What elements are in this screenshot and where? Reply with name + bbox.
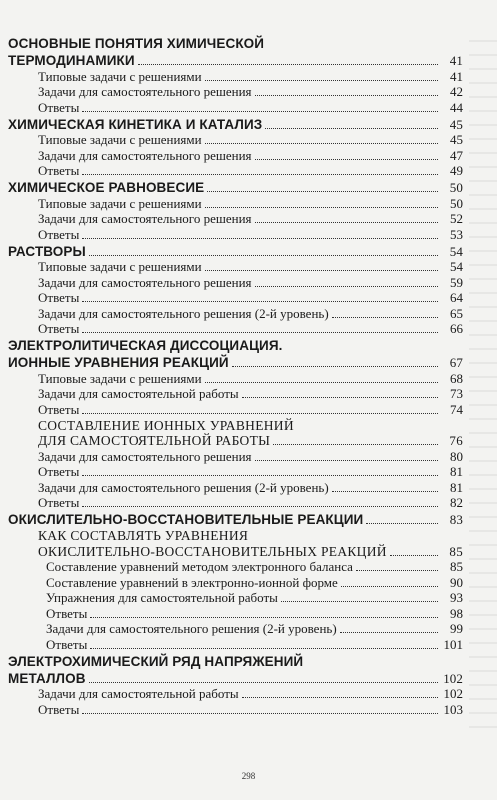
toc-entry-title: КАК СОСТАВЛЯТЬ УРАВНЕНИЯ: [38, 528, 249, 543]
toc-page-number: 81: [450, 464, 463, 479]
toc-entry: [0, 636, 463, 652]
dot-leader: [82, 174, 438, 175]
toc-entry-title: Ответы: [38, 321, 80, 336]
dot-leader: [255, 95, 438, 96]
toc-entry-title: МЕТАЛЛОВ: [8, 670, 86, 686]
toc-page-number: 65: [450, 305, 463, 321]
toc-entry: [0, 163, 463, 179]
toc-entry-title: Составление уравнений методом электронного баланса: [46, 559, 353, 574]
toc-entry-title: Задачи для самостоятельного решения: [38, 84, 252, 99]
toc-entry: [0, 417, 463, 433]
toc-entry-title: ИОННЫЕ УРАВНЕНИЯ РЕАКЦИЙ: [8, 355, 229, 370]
toc-entry: [0, 321, 463, 337]
toc-heading: [0, 51, 463, 68]
dot-leader: [356, 570, 438, 571]
toc-entry: [0, 559, 463, 575]
toc-entry: [0, 195, 463, 211]
toc-entry-title: Ответы: [38, 701, 80, 717]
toc-entry-title: Задачи для самостоятельного решения (2-й уровень): [38, 305, 329, 321]
toc-entry-title: Задачи для самостоятельного решения: [38, 147, 252, 163]
toc-heading: [0, 669, 463, 686]
toc-entry: [0, 543, 463, 559]
toc-page-number: 93: [450, 590, 463, 605]
dot-leader: [255, 159, 438, 160]
toc-entry: [0, 479, 463, 495]
toc-page-number: 53: [450, 226, 463, 242]
toc-entry-title: ОСНОВНЫЕ ПОНЯТИЯ ХИМИЧЕСКОЙ: [8, 36, 265, 51]
toc-entry-title: Типовые задачи с решениями: [38, 259, 202, 274]
toc-page-number: 54: [450, 259, 463, 274]
toc-page-number: 52: [450, 211, 463, 226]
toc-entry: [0, 527, 463, 543]
toc-page-number: 47: [450, 147, 463, 163]
toc-page-number: 41: [450, 68, 463, 84]
dot-leader: [242, 397, 438, 398]
dot-leader: [207, 191, 438, 192]
toc-heading: [0, 510, 463, 527]
toc-entry-title: Типовые задачи с решениями: [38, 132, 202, 147]
toc-heading: [0, 242, 463, 259]
toc-entry-title: Задачи для самостоятельного решения: [38, 274, 252, 290]
toc-entry-title: ОКИСЛИТЕЛЬНО-ВОССТАНОВИТЕЛЬНЫЕ РЕАКЦИИ: [8, 512, 364, 527]
dot-leader: [390, 555, 438, 556]
toc-entry-title: ТЕРМОДИНАМИКИ: [8, 53, 135, 68]
toc-entry: [0, 290, 463, 306]
toc-page-number: 67: [449, 355, 463, 370]
toc-entry-title: Задачи для самостоятельного решения (2-й уровень): [38, 479, 329, 495]
dot-leader: [341, 586, 438, 587]
toc-page-number: 80: [450, 448, 463, 464]
dot-leader: [340, 632, 438, 633]
toc-entry-title: Типовые задачи с решениями: [38, 195, 202, 211]
toc-entry: [0, 401, 463, 417]
toc-entry-title: Ответы: [46, 605, 88, 621]
toc-page-number: 76: [449, 433, 463, 448]
toc-page-number: 41: [449, 53, 463, 68]
dot-leader: [281, 601, 438, 602]
toc-page-number: 101: [443, 636, 463, 652]
toc-entry-title: ЭЛЕКТРОХИМИЧЕСКИЙ РЯД НАПРЯЖЕНИЙ: [8, 653, 304, 669]
toc-page-number: 49: [450, 163, 463, 178]
toc-entry-title: ОКИСЛИТЕЛЬНО-ВОССТАНОВИТЕЛЬНЫХ РЕАКЦИЙ: [38, 543, 387, 559]
toc-entry: [0, 305, 463, 321]
dot-leader: [89, 682, 438, 683]
toc-entry: [0, 686, 463, 702]
toc-page-number: 102: [443, 686, 463, 701]
toc-entry-title: Ответы: [38, 163, 80, 178]
toc-page-number: 83: [449, 512, 463, 527]
toc-entry-title: Задачи для самостоятельного решения: [38, 448, 252, 464]
toc-entry: [0, 386, 463, 402]
dot-leader: [332, 317, 438, 318]
toc-entry: [0, 590, 463, 606]
dot-leader: [255, 460, 438, 461]
toc-page-number: 50: [449, 180, 463, 195]
toc-page-number: 99: [450, 621, 463, 636]
dot-leader: [242, 697, 438, 698]
toc-entry: [0, 370, 463, 386]
toc-entry-title: ХИМИЧЕСКАЯ КИНЕТИКА И КАТАЛИЗ: [8, 116, 263, 132]
toc-entry: [0, 259, 463, 275]
dot-leader: [90, 648, 438, 649]
toc-entry-title: Ответы: [46, 636, 88, 652]
dot-leader: [90, 617, 438, 618]
toc-page-number: 59: [450, 274, 463, 290]
dot-leader: [205, 80, 438, 81]
dot-leader: [273, 444, 438, 445]
toc-entry-title: Ответы: [38, 99, 80, 115]
toc-entry-title: Задачи для самостоятельного решения (2-й уровень): [46, 621, 337, 636]
toc-entry: [0, 226, 463, 242]
toc-page-number: 103: [443, 701, 463, 717]
toc-page-number: 74: [450, 401, 463, 417]
toc-page-number: 64: [450, 290, 463, 305]
toc-page-number: 81: [450, 479, 463, 495]
toc-entry-title: Упражнения для самостоятельной работы: [46, 590, 278, 605]
toc-page-number: 85: [449, 543, 463, 559]
dot-leader: [82, 713, 438, 714]
toc-heading: [0, 178, 463, 195]
dot-leader: [82, 301, 438, 302]
toc-page-number: 45: [450, 132, 463, 147]
toc-page-number: 73: [450, 386, 463, 401]
toc-entry-title: Типовые задачи с решениями: [38, 370, 202, 386]
toc-entry: [0, 464, 463, 480]
toc-entry-title: ДЛЯ САМОСТОЯТЕЛЬНОЙ РАБОТЫ: [38, 433, 271, 448]
toc-entry-title: Ответы: [38, 495, 80, 510]
dot-leader: [82, 475, 438, 476]
dot-leader: [205, 207, 438, 208]
toc-heading: [0, 34, 463, 51]
dot-leader: [265, 128, 438, 129]
toc-entry: [0, 701, 463, 717]
toc-entry: [0, 448, 463, 464]
toc-page-number: 54: [449, 243, 463, 259]
toc-entry: [0, 274, 463, 290]
toc-heading: [0, 353, 463, 370]
toc-heading: [0, 336, 463, 353]
dot-leader: [232, 366, 438, 367]
toc-entry: [0, 211, 463, 227]
toc-page-number: 50: [450, 195, 463, 211]
toc-entry-title: Задачи для самостоятельной работы: [38, 386, 239, 401]
toc-entry-title: Ответы: [38, 290, 80, 305]
toc-entry-title: СОСТАВЛЕНИЕ ИОННЫХ УРАВНЕНИЙ: [38, 417, 294, 433]
toc-entry-title: ЭЛЕКТРОЛИТИЧЕСКАЯ ДИССОЦИАЦИЯ.: [8, 338, 283, 353]
dot-leader: [255, 286, 438, 287]
bleed-through-shadow: [469, 40, 497, 740]
toc-entry-title: Ответы: [38, 401, 80, 417]
toc-page-number: 68: [450, 370, 463, 386]
dot-leader: [82, 506, 438, 507]
toc-page-number: 44: [450, 99, 463, 115]
toc-heading: [0, 652, 463, 669]
dot-leader: [138, 64, 438, 65]
dot-leader: [82, 238, 438, 239]
toc-heading: [0, 115, 463, 132]
dot-leader: [255, 222, 438, 223]
toc-entry: [0, 68, 463, 84]
dot-leader: [82, 413, 438, 414]
dot-leader: [89, 255, 438, 256]
toc-entry: [0, 574, 463, 590]
toc-page-number: 85: [450, 559, 463, 574]
dot-leader: [82, 332, 438, 333]
toc-page-number: 82: [450, 495, 463, 510]
page-number: 298: [241, 771, 256, 781]
toc-entry: [0, 132, 463, 148]
dot-leader: [366, 523, 438, 524]
toc-entry-title: Составление уравнений в электронно-ионной форме: [46, 574, 338, 590]
toc-entry: [0, 621, 463, 637]
toc-entry: [0, 84, 463, 100]
dot-leader: [205, 270, 438, 271]
toc-entry-title: РАСТВОРЫ: [8, 243, 86, 259]
toc-entry-title: Задачи для самостоятельного решения: [38, 211, 252, 226]
toc-page-number: 90: [450, 574, 463, 590]
dot-leader: [332, 491, 438, 492]
toc-entry-title: Типовые задачи с решениями: [38, 68, 202, 84]
toc-entry: [0, 147, 463, 163]
toc-entry: [0, 99, 463, 115]
dot-leader: [82, 111, 438, 112]
toc-entry-title: Ответы: [38, 464, 80, 479]
toc-page-number: 45: [449, 116, 463, 132]
dot-leader: [205, 382, 438, 383]
toc-page-number: 66: [450, 321, 463, 336]
dot-leader: [205, 143, 438, 144]
toc-page-number: 42: [450, 84, 463, 99]
toc-entry: [0, 605, 463, 621]
toc-entry: [0, 433, 463, 449]
table-of-contents: [0, 34, 463, 717]
toc-entry: [0, 495, 463, 511]
toc-entry-title: Ответы: [38, 226, 80, 242]
toc-entry-title: Задачи для самостоятельной работы: [38, 686, 239, 701]
toc-entry-title: ХИМИЧЕСКОЕ РАВНОВЕСИЕ: [8, 180, 205, 195]
toc-page-number: 98: [450, 605, 463, 621]
toc-page-number: 102: [443, 670, 463, 686]
